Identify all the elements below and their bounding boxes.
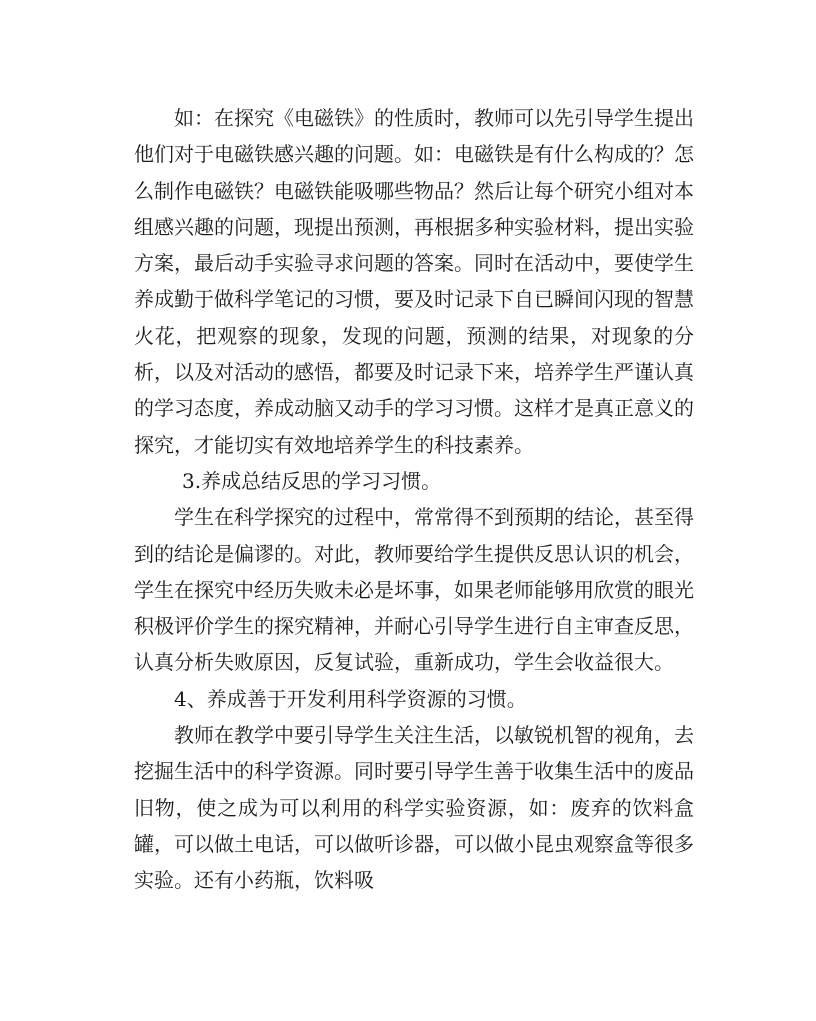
document-body	[134, 100, 694, 899]
paragraph-electromagnet-example: 如：在探究《电磁铁》的性质时，教师可以先引导学生提出他们对于电磁铁感兴趣的问题。如：电磁铁是有什么构成的？怎么制作电磁铁？电磁铁能吸哪些物品？然后让每个研究小组对本组感兴趣的问题，现提出预测，再根据多种实验材料，提出实验方案，最后动手实验寻求问题的答案。同时在活动中，要使学生养成勤于做科学笔记的习惯，要及时记录下自已瞬间闪现的智慧火花，把观察的现象，发现的问题，预测的结果，对现象的分析，以及对活动的感悟，都要及时记录下来，培养学生严谨认真的学习态度，养成动脑又动手的学习习惯。这样才是真正意义的探究，才能切实有效地培养学生的科技素养。	[134, 106, 694, 457]
paragraph-science-resources: 教师在教学中要引导学生关注生活，以敏锐机智的视角，去挖掘生活中的科学资源。同时要引导学生善于收集生活中的废品旧物，使之成为可以利用的科学实验资源，如：废弃的饮料盒罐，可以做土电话，可以做听诊器，可以做小昆虫观察盒等很多实验。还有小药瓶，饮料吸	[134, 723, 694, 893]
section-heading-reflection-habit: 3.养成总结反思的学习习惯。	[182, 468, 442, 493]
paragraph-reflection: 学生在科学探究的过程中，常常得不到预期的结论，甚至得到的结论是偏谬的。对此，教师要给学生提供反思认识的机会，学生在探究中经历失败未必是坏事，如果老师能够用欣赏的眼光积极评价学生的探究精神，并耐心引导学生进行自主审查反思，认真分析失败原因，反复试验，重新成功，学生会收益很大。	[134, 505, 694, 675]
section-heading-science-resources: 4、养成善于开发利用科学资源的习惯。	[174, 686, 527, 711]
